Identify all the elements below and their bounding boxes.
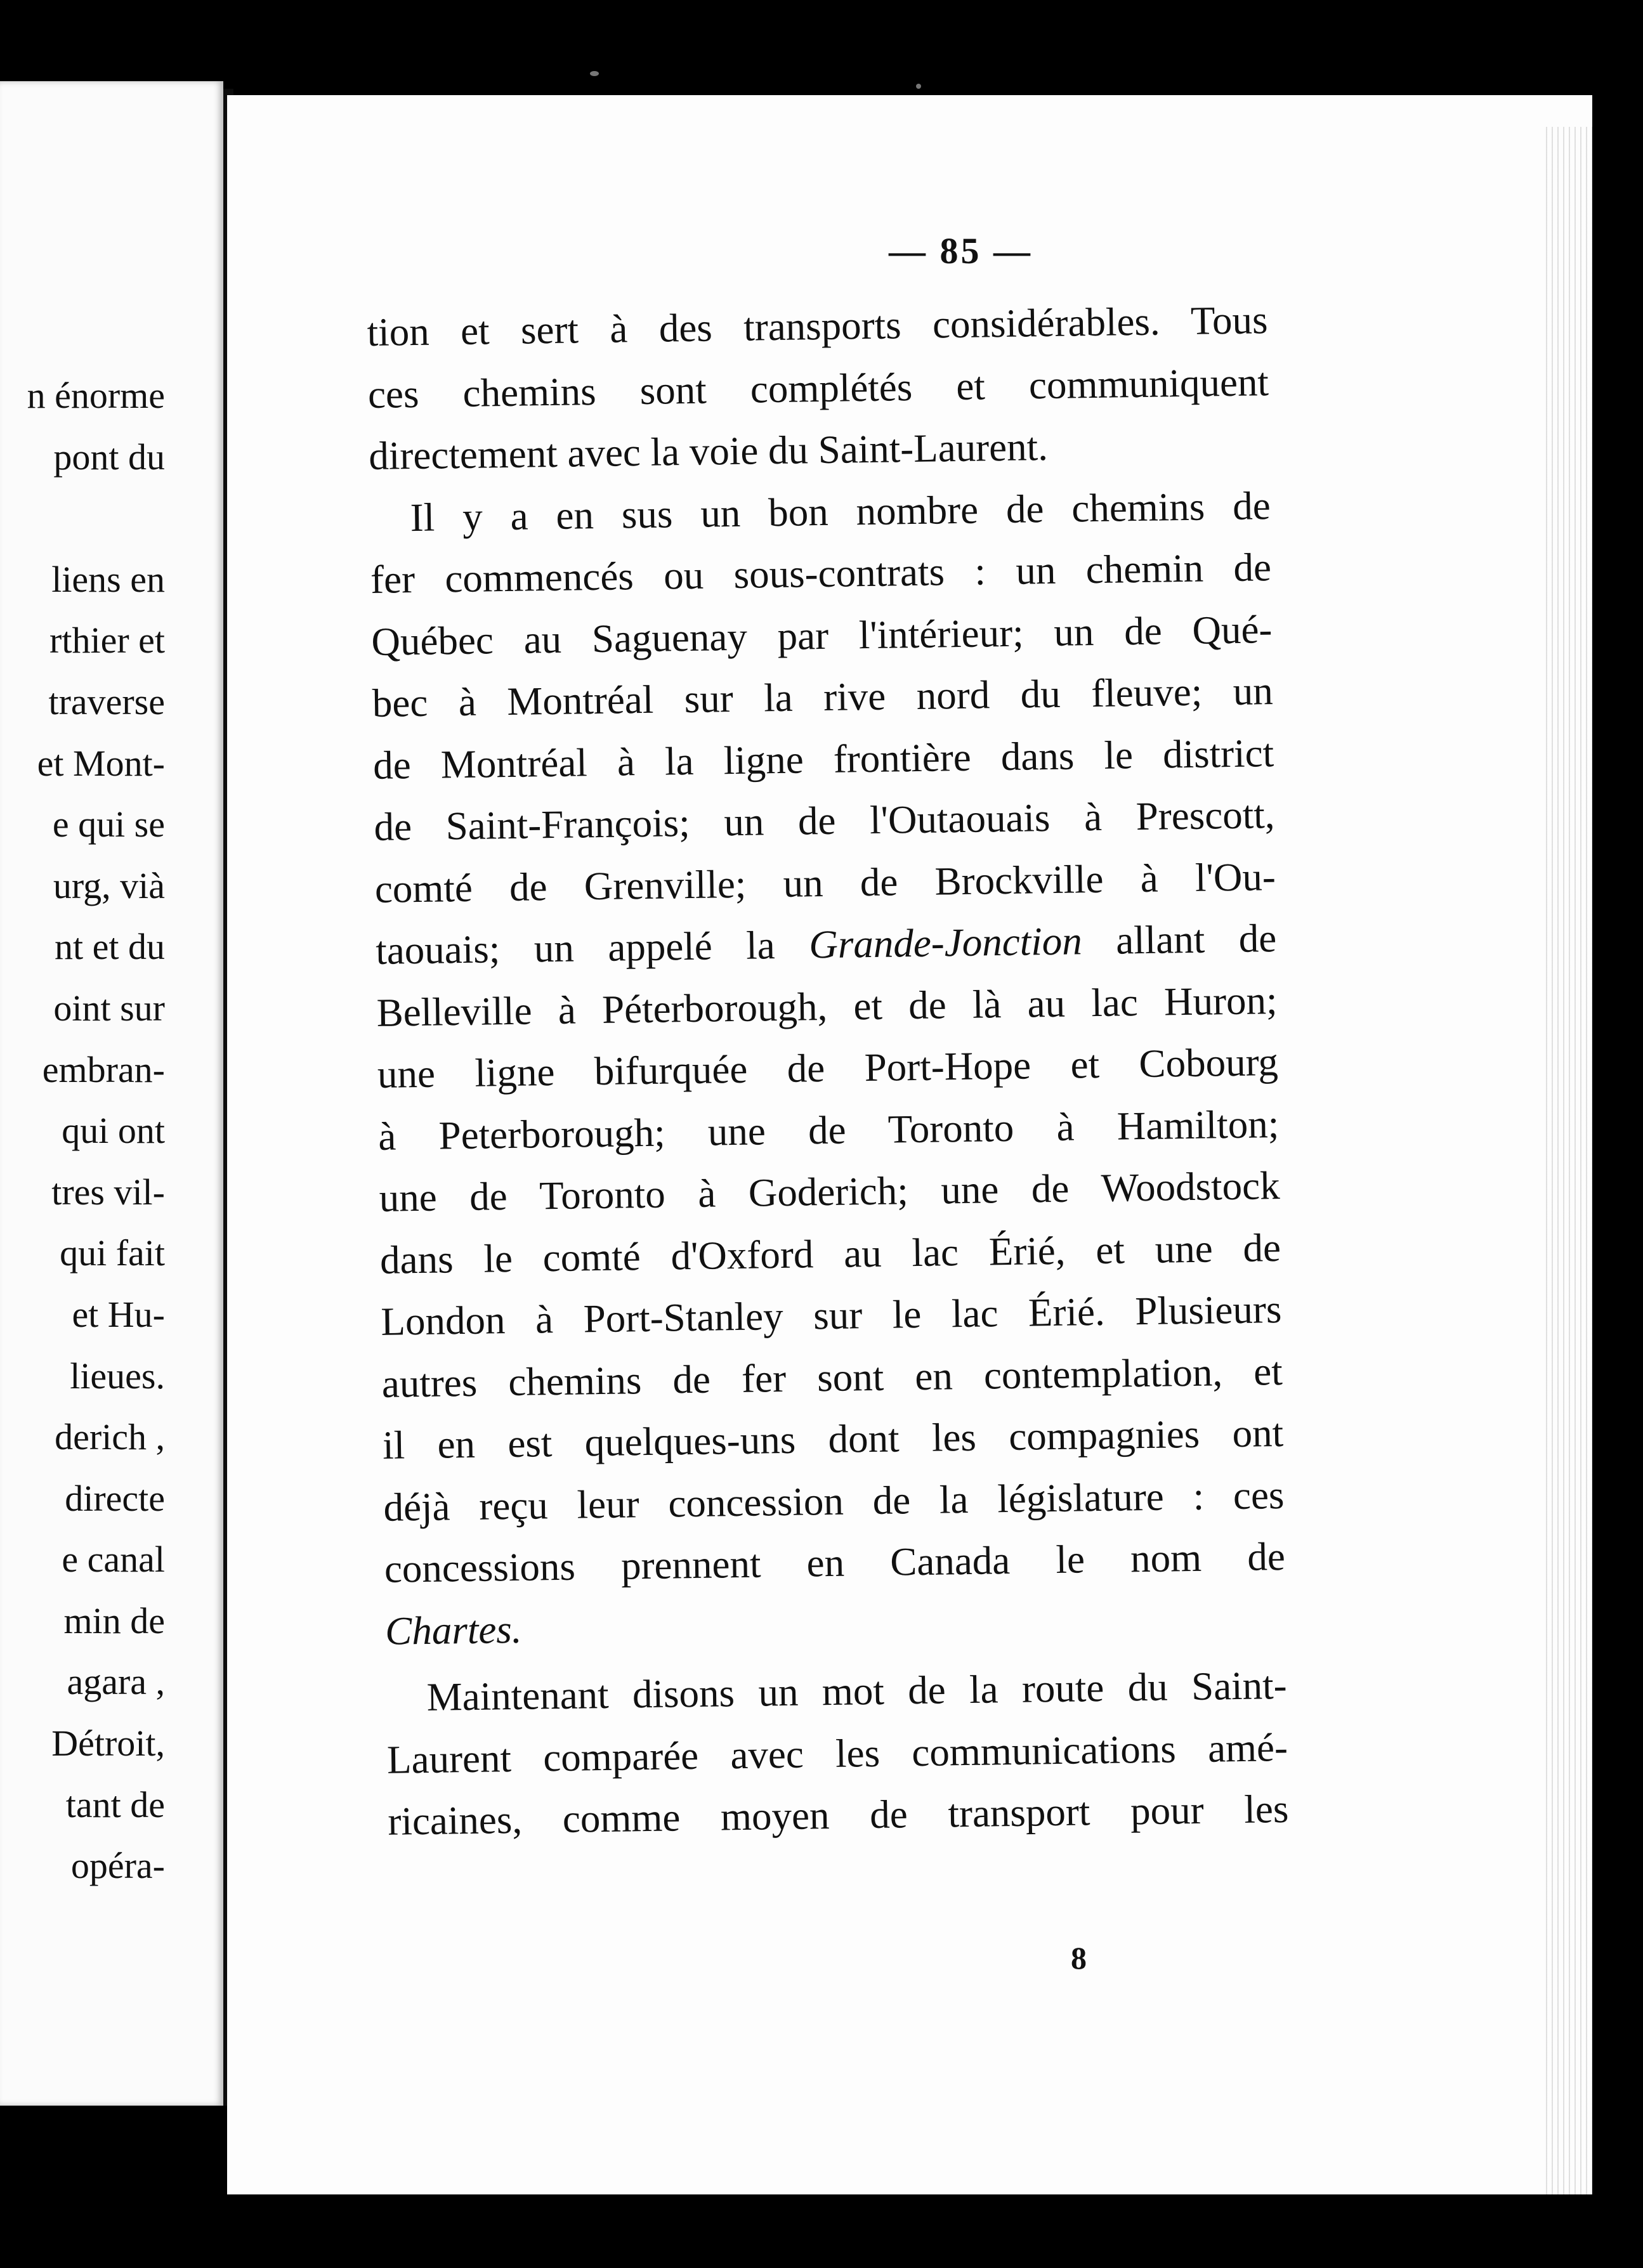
- text-line: autres chemins de fer sont en contemplation, et: [381, 1348, 1283, 1406]
- text-line: dans le comté d'Oxford au lac Érié, et une de: [379, 1225, 1281, 1282]
- signature-mark: 8: [1071, 1940, 1087, 1976]
- text-line: Maintenant disons un mot de la route du Saint-: [426, 1662, 1288, 1719]
- text-line: une ligne bifurquée de Port-Hope et Cobourg: [377, 1040, 1279, 1097]
- text-line: tant de: [65, 1783, 165, 1825]
- text-line: comté de Grenville; un de Brockville à l'Ou-: [374, 854, 1276, 911]
- italic-term: Grande-Jonction: [808, 918, 1083, 967]
- text-line: directement avec la voie du Saint-Laurent.: [368, 424, 1049, 478]
- text-line: et Hu-: [72, 1293, 165, 1335]
- text-line: agara ,: [67, 1661, 165, 1703]
- text-line: tion et sert à des transports considérables. Tous: [367, 297, 1269, 355]
- text-line: traverse: [48, 681, 165, 722]
- text-line: ricaines, comme moyen de transport pour les: [387, 1786, 1289, 1844]
- text-line: il en est quelques-uns dont les compagnies ont: [382, 1411, 1284, 1468]
- text-line: directe: [65, 1477, 165, 1519]
- text-line: lieues.: [70, 1355, 165, 1397]
- text-line: nt et du: [55, 926, 165, 968]
- previous-page-text: [0, 365, 165, 1897]
- text-line: e qui se: [52, 804, 165, 845]
- paragraph-gap: [0, 488, 165, 549]
- page-edge: [1542, 127, 1592, 2194]
- text-line-mixed: [376, 908, 1277, 982]
- text-line: qui fait: [60, 1232, 165, 1274]
- text-segment: allant de: [1115, 916, 1277, 963]
- text-line: liens en: [51, 558, 165, 600]
- text-line: et Mont-: [37, 742, 165, 784]
- text-line: derich ,: [55, 1416, 165, 1458]
- text-line: à Peterborough; une de Toronto à Hamilton;: [377, 1101, 1280, 1159]
- text-line: de Saint-François; un de l'Outaouais à Prescott,: [374, 792, 1275, 849]
- text-line: concessions prennent en Canada le nom de: [384, 1534, 1286, 1591]
- text-line: pont du: [53, 436, 165, 478]
- text-line: e canal: [62, 1539, 165, 1580]
- text-line: qui ont: [62, 1110, 165, 1152]
- text-line: tres vil-: [51, 1171, 165, 1213]
- text-line: opéra-: [70, 1845, 165, 1887]
- text-line: urg, vià: [53, 864, 165, 906]
- text-segment: taouais; un appelé la: [375, 923, 776, 973]
- text-line: Laurent comparée avec les communications amé-: [386, 1724, 1288, 1782]
- text-line: une de Toronto à Goderich; une de Woodstock: [379, 1163, 1281, 1220]
- text-line: bec à Montréal sur la rive nord du fleuve; un: [372, 668, 1274, 726]
- current-page: [227, 95, 1592, 2194]
- italic-term: Chartes.: [384, 1606, 523, 1653]
- text-line: Détroit,: [51, 1723, 165, 1764]
- scan-speck: [590, 71, 599, 76]
- text-line: de Montréal à la ligne frontière dans le district: [372, 730, 1274, 788]
- text-line: Québec au Saguenay par l'intérieur; un de Qué-: [370, 606, 1273, 664]
- text-line: min de: [63, 1600, 165, 1641]
- text-line: embran-: [42, 1048, 165, 1090]
- text-line: rthier et: [49, 620, 165, 662]
- page-number: — 85 —: [889, 230, 1033, 271]
- text-line: n énorme: [27, 375, 165, 416]
- text-line: oint sur: [53, 987, 165, 1029]
- text-line: London à Port-Stanley sur le lac Érié. Plusieurs: [380, 1287, 1282, 1344]
- scan-speck: [916, 84, 921, 89]
- previous-page: [0, 81, 223, 2106]
- text-line: Belleville à Péterborough, et de là au lac Huron;: [376, 977, 1278, 1035]
- text-line: déjà reçu leur concession de la législature : ces: [383, 1472, 1285, 1530]
- page-body: [367, 289, 1289, 1853]
- text-line: fer commencés ou sous-contrats : un chemin de: [370, 545, 1272, 602]
- text-line: ces chemins sont complétés et communiquent: [367, 359, 1269, 417]
- text-line: Il y a en sus un bon nombre de chemins de: [410, 483, 1271, 540]
